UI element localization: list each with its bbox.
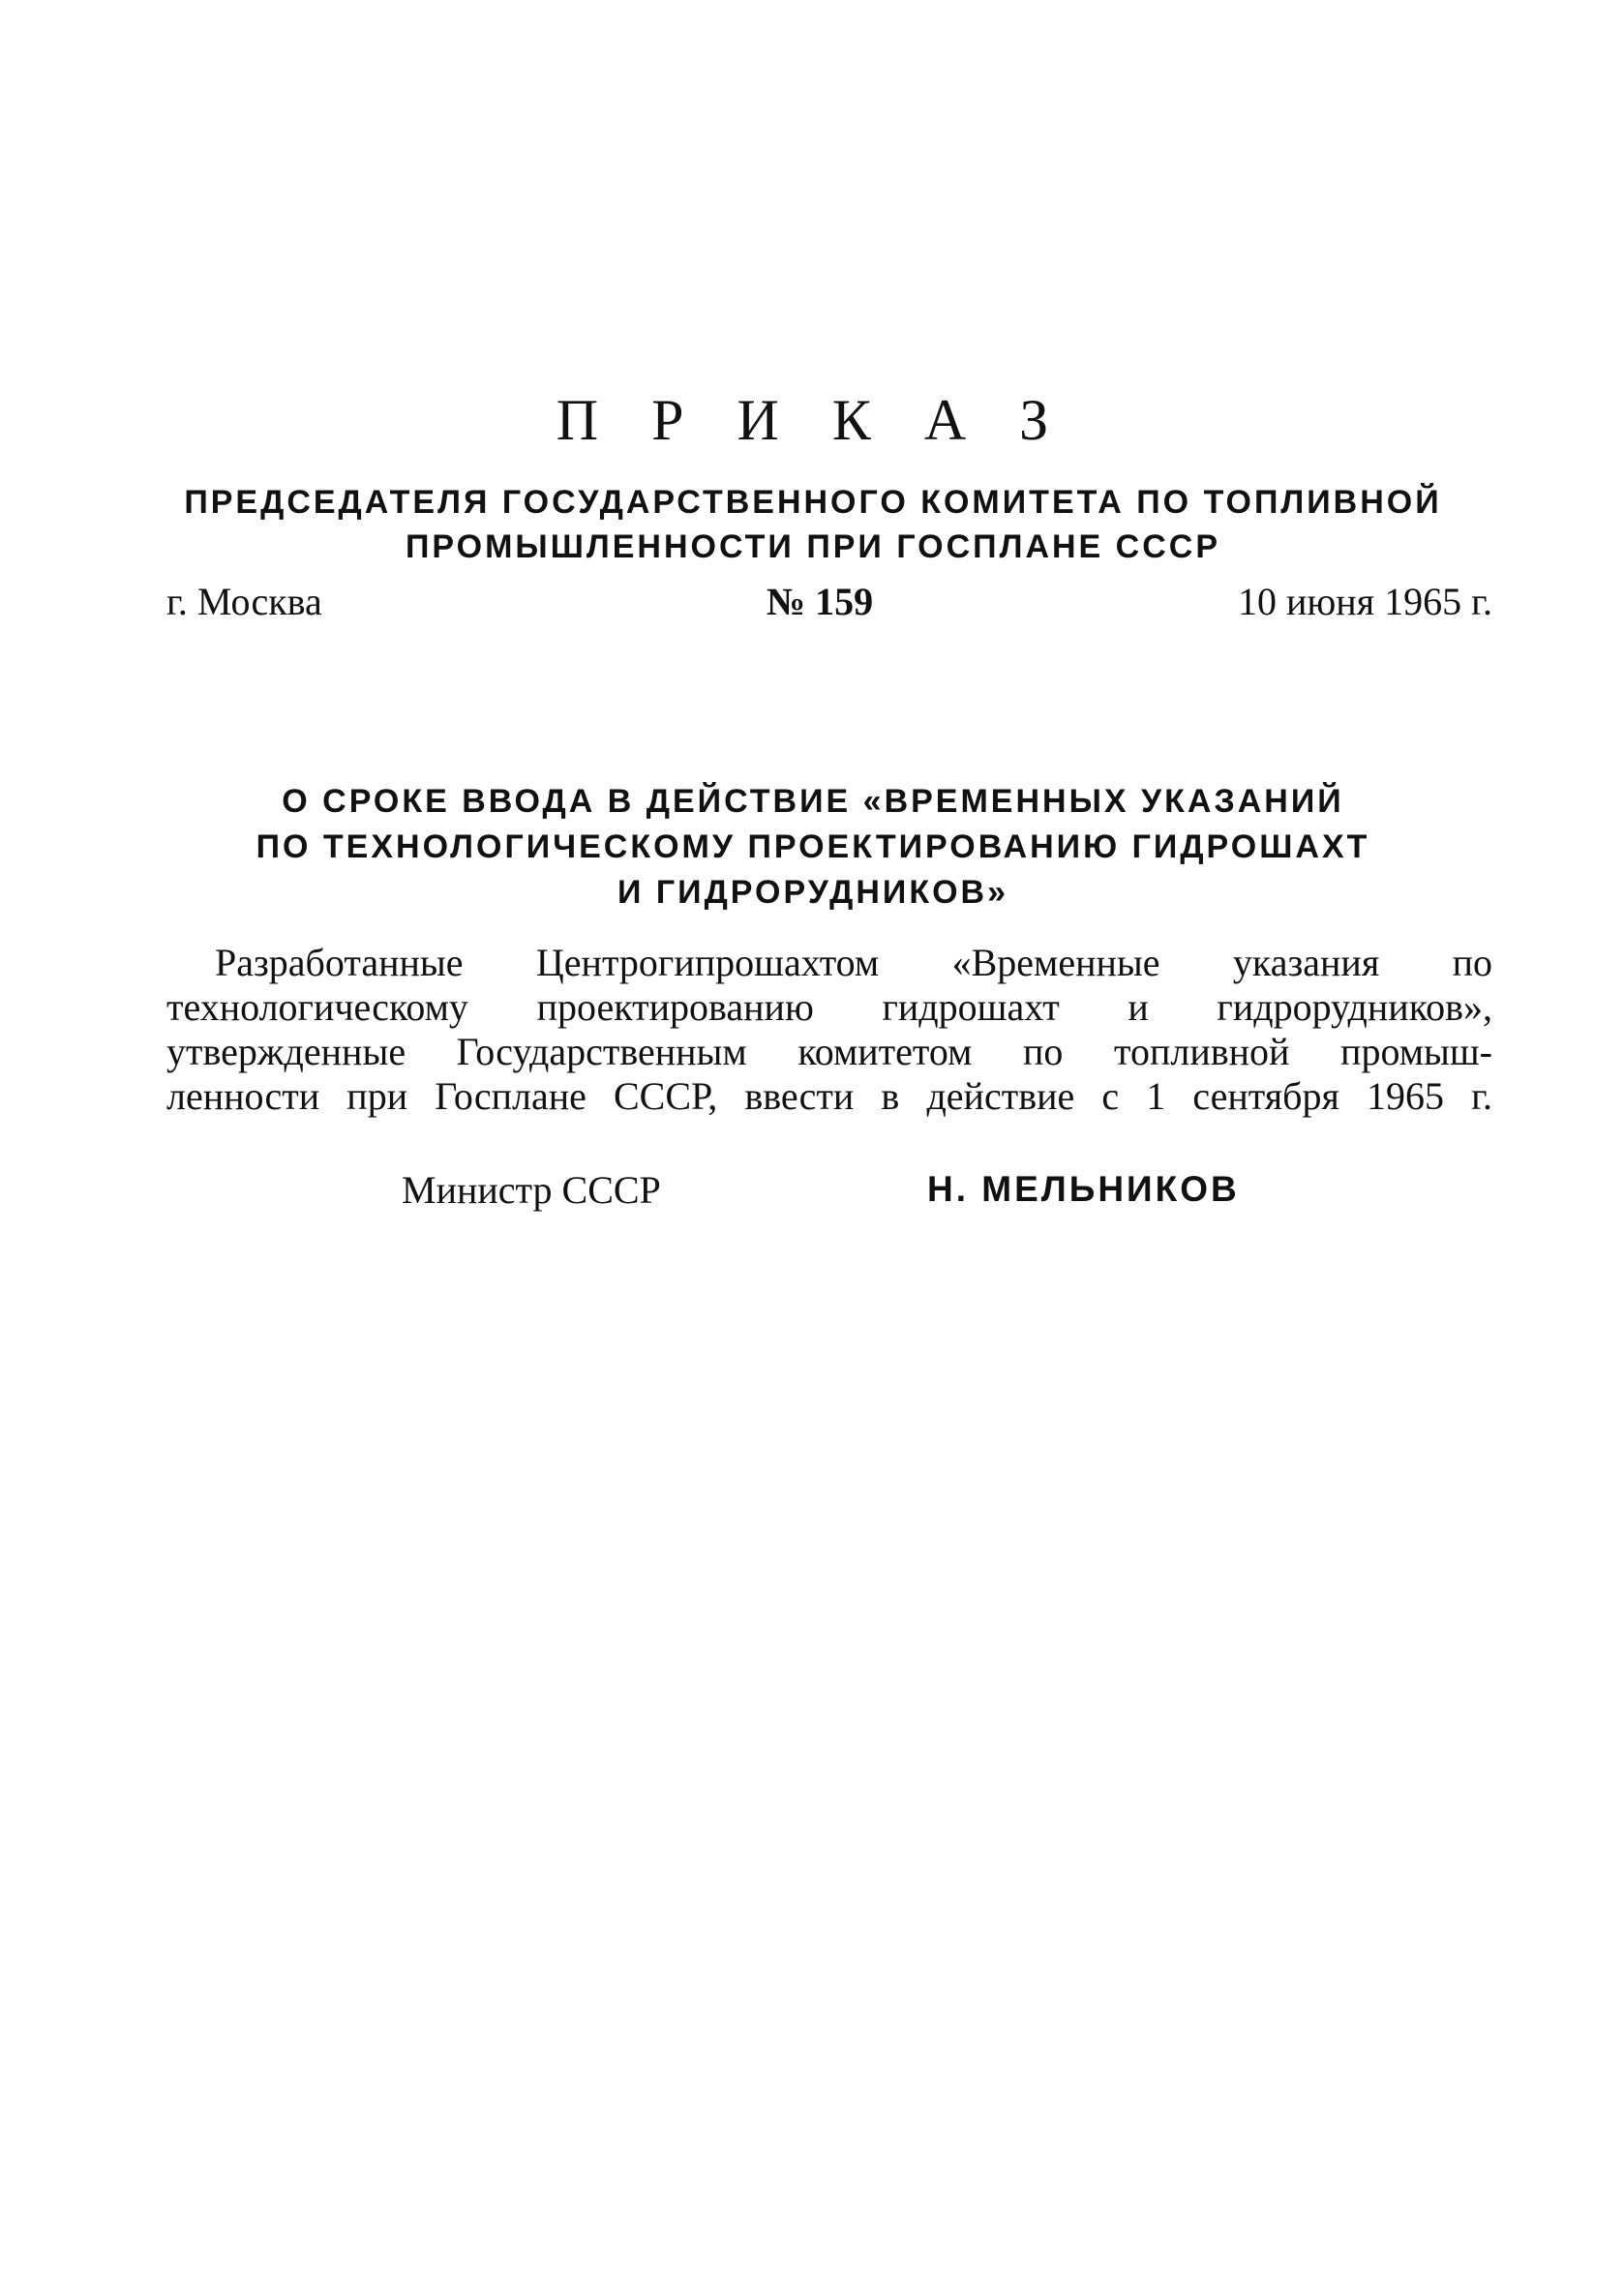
body-line: Разработанные Центрогипрошахтом «Временные указания по <box>215 941 1492 984</box>
signatory-name: Н. МЕЛЬНИКОВ <box>927 1169 1240 1209</box>
subject-line: И ГИДРОРУДНИКОВ» <box>617 874 1009 911</box>
subject-line: О СРОКЕ ВВОДА В ДЕЙСТВИЕ «ВРЕМЕННЫХ УКАЗАНИЙ <box>282 783 1344 820</box>
document-date: 10 июня 1965 г. <box>1238 580 1492 623</box>
issuer-heading <box>135 480 1490 569</box>
document-city: г. Москва <box>166 580 322 623</box>
document-type-heading: П Р И К А З <box>556 388 1068 452</box>
subject-line: ПО ТЕХНОЛОГИЧЕСКОМУ ПРОЕКТИРОВАНИЮ ГИДРОШАХТ <box>256 828 1370 865</box>
body-line: ленности при Госплане СССР, ввести в действие с 1 сентября 1965 г. <box>166 1074 1492 1118</box>
signatory-role: Министр СССР <box>402 1168 661 1212</box>
subject-heading <box>135 779 1490 916</box>
issuer-line: ПРОМЫШЛЕННОСТИ ПРИ ГОСПЛАНЕ СССР <box>405 528 1221 565</box>
body-line: утвержденные Государственным комитетом по топливной промыш- <box>166 1030 1492 1073</box>
document-number: № 159 <box>766 580 874 623</box>
body-line: технологическому проектированию гидрошахт и гидрорудников», <box>166 985 1492 1029</box>
body-paragraph <box>166 941 1492 1119</box>
document-meta-row <box>166 579 1492 637</box>
signature-block <box>0 1167 1624 1225</box>
issuer-line: ПРЕДСЕДАТЕЛЯ ГОСУДАРСТВЕННОГО КОМИТЕТА ПО ТОПЛИВНОЙ <box>184 484 1442 521</box>
